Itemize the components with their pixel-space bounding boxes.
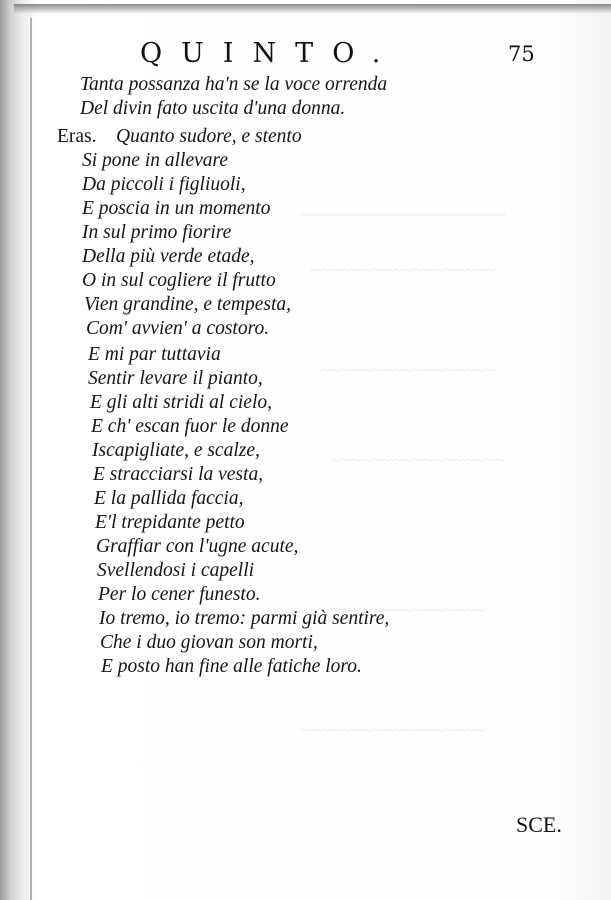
- verse-line: Che i duo giovan son morti,: [100, 632, 318, 653]
- verse-line: E stracciarsi la vesta,: [93, 464, 264, 485]
- verse-line: E'l trepidante petto: [95, 512, 245, 533]
- catchword: SCE.: [516, 812, 562, 837]
- verse-line: Della più verde etade,: [82, 246, 255, 267]
- verse-line: In sul primo fiorire: [82, 222, 232, 243]
- verse-line: E gli alti stridi al cielo,: [90, 392, 272, 413]
- verse-line: Si pone in allevare: [82, 150, 229, 171]
- verse-line: E la pallida faccia,: [94, 488, 244, 509]
- page-running-title: QUINTO.: [140, 38, 400, 69]
- verse-line: Svellendosi i capelli: [97, 560, 255, 581]
- verse-line: E poscia in un momento: [82, 198, 271, 219]
- show-through-smudge: ~~~~~~~~~~~~~~~~~~~~: [300, 205, 506, 226]
- verse-line: Com' avvien' a costoro.: [86, 318, 270, 339]
- verse-line: Iscapigliate, e scalze,: [92, 440, 260, 461]
- show-through-smudge: ~~~~~~~~~~~~~~~~~: [320, 360, 495, 381]
- verse-line: Quanto sudore, e stento: [116, 126, 302, 147]
- verse-line: Del divin fato uscita d'una donna.: [80, 98, 346, 119]
- verse-line: Vien grandine, e tempesta,: [84, 294, 292, 315]
- verse-line: Sentir levare il pianto,: [88, 368, 263, 389]
- show-through-smudge: ~~~~~~~~~~~~~~~~~~: [300, 720, 486, 741]
- verse-line: E ch' escan fuor le donne: [91, 416, 289, 437]
- verse-line: Da piccoli i figliuoli,: [82, 174, 246, 195]
- show-through-smudge: ~~~~~~~~~~~~~~~: [330, 600, 485, 621]
- verse-line: O in sul cogliere il frutto: [82, 270, 276, 291]
- speaker-label: Eras.: [57, 126, 97, 147]
- page-number: 75: [508, 42, 535, 66]
- verse-line: Graffiar con l'ugne acute,: [96, 536, 299, 557]
- show-through-smudge: ~~~~~~~~~~~~~~~~~~: [310, 260, 496, 281]
- verse-line: Io tremo, io tremo: parmi già sentire,: [99, 608, 390, 629]
- verse-line: E posto han fine alle fatiche loro.: [101, 656, 362, 677]
- verse-line: Per lo cener funesto.: [98, 584, 261, 605]
- show-through-smudge: ~~~~~~~~~~~~~~~~~: [330, 450, 505, 471]
- verse-line: E mi par tuttavia: [88, 344, 221, 365]
- verse-line: Tanta possanza ha'n se la voce orrenda: [80, 74, 388, 95]
